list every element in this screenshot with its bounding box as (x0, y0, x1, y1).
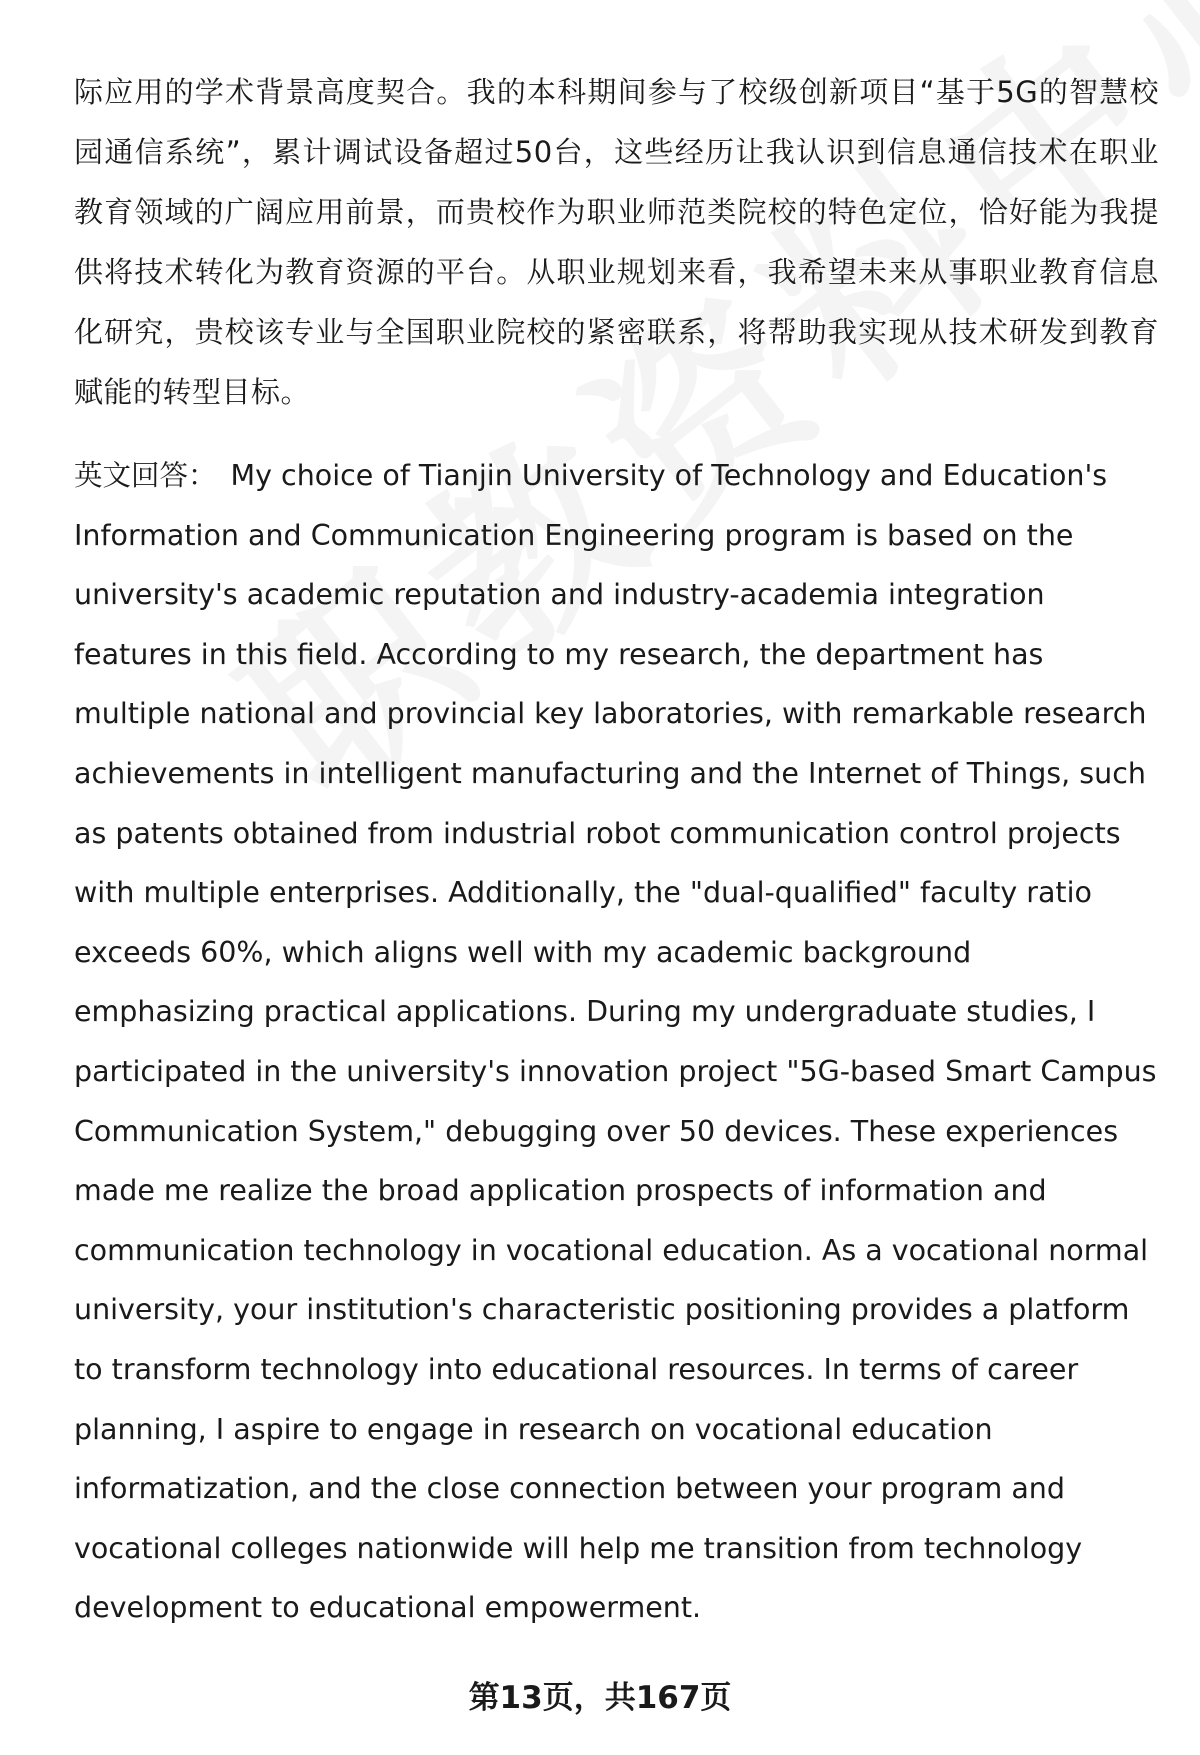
english-answer-label: 英文回答： (74, 459, 217, 492)
page-number-footer: 第13页，共167页 (468, 1680, 732, 1716)
chinese-paragraph: 际应用的学术背景高度契合。我的本科期间参与了校级创新项目“基于5G的智慧校园通信系统”，累计调试设备超过50台，这些经历让我认识到信息通信技术在职业教育领域的广阔应用前景，而贵校作为职业师范类院校的特色定位，恰好能为我提供将技术转化为教育资源的平台。从职业规划来看，我希望未来从事职业教育信息化研究，贵校该专业与全国职业院校的紧密联系，将帮助我实现从技术研发到教育赋能的转型目标。 (74, 75, 1159, 409)
page-content (74, 62, 1159, 1638)
english-answer-text: My choice of Tianjin University of Technology and Education's Information and Communication Engineering program is based on the university's academic reputation and industry-academia integration features in this field. According to my research, the department has multiple national and provincial key laboratories, with remarkable research achievements in intelligent manufacturing and the Internet of Things, such as patents obtained from industrial robot communication control projects with multiple enterprises. Additionally, the "dual-qualified" faculty ratio exceeds 60%, which aligns well with my academic background emphasizing practical applications. During my undergraduate studies, I participated in the university's innovation project "5G-based Smart Campus Communication System," debugging over 50 devices. These experiences made me realize the broad application prospects of information and communication technology in vocational education. As a vocational normal university, your institution's characteristic positioning provides a platform to transform technology into educational resources. In terms of career planning, I aspire to engage in research on vocational education informatization, and the close connection between your program and vocational colleges nationwide will help me transition from technology development to educational empowerment. (74, 459, 1157, 1625)
english-answer-paragraph (74, 446, 1159, 1638)
